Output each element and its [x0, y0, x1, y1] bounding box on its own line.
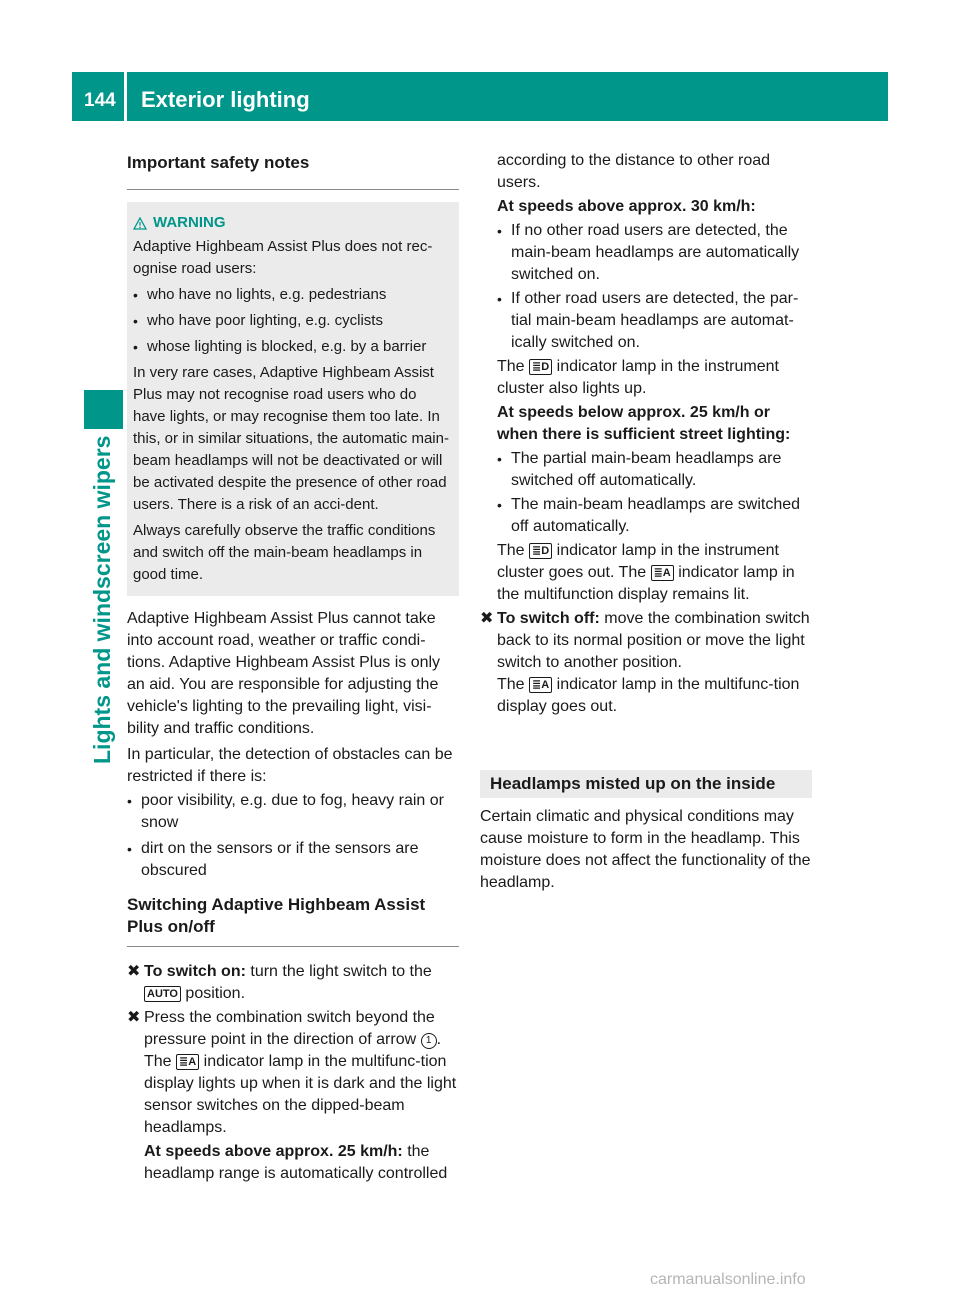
speed-heading: At speeds above approx. 30 km/h:: [497, 198, 756, 215]
step-arrow-icon: ✖: [127, 963, 141, 980]
heading-rule: [127, 946, 459, 947]
step-text: Press the combination switch beyond the pressure point in the direction of arrow: [144, 1009, 435, 1048]
list-item: • poor visibility, e.g. due to fog, heavy rain or snow: [127, 790, 459, 834]
step-label: To switch off:: [497, 610, 600, 627]
instruction-step: [480, 608, 812, 718]
warning-box: [127, 202, 459, 596]
warning-title: [133, 214, 451, 232]
lamp-paragraph: [497, 356, 812, 400]
step-text: The: [144, 1053, 172, 1070]
safety-heading: Important safety notes: [127, 153, 310, 172]
list-item: • If no other road users are detected, the main-beam headlamps are automatically switched on.: [497, 220, 812, 286]
page-title: Exterior lighting: [141, 87, 310, 112]
step-text: position.: [180, 985, 246, 1002]
warning-title-text: WARNING: [153, 214, 226, 231]
list-item: • who have no lights, e.g. pedestrians: [133, 284, 451, 306]
lamp-text: indicator lamp in the instrument cluster also lights up.: [497, 358, 779, 397]
step-text: .: [436, 1031, 442, 1048]
lamp-text: indicator lamp in the multifunction display remains lit.: [497, 564, 795, 603]
highbeam-assist-icon: ≣A: [651, 565, 674, 581]
list-item: • who have poor lighting, e.g. cyclists: [133, 310, 451, 332]
highbeam-assist-icon: ≣A: [529, 677, 552, 693]
list-item: • whose lighting is blocked, e.g. by a barrier: [133, 336, 451, 358]
instruction-step: [127, 1007, 459, 1185]
step-text: move the combination switch back to its normal position or move the light switch to another position.: [497, 610, 810, 671]
watermark: carmanualsonline.info: [650, 1271, 806, 1288]
speed-heading: At speeds below approx. 25 km/h or when there is sufficient street lighting:: [497, 404, 791, 443]
left-column: [127, 150, 459, 1185]
step-text: indicator lamp in the multifunc-tion display goes out.: [497, 676, 800, 715]
switching-heading: Switching Adaptive Highbeam Assist Plus on/off: [127, 895, 426, 936]
list-item: • If other road users are detected, the par-tial main-beam headlamps are automat-ically switched on.: [497, 288, 812, 354]
warning-paragraph: Always carefully observe the traffic conditions and switch off the main-beam headlamps in good time.: [133, 522, 436, 583]
body-paragraph: Certain climatic and physical conditions may cause moisture to form in the headlamp. This moisture does not affect the functionality of the headlamp.: [480, 808, 811, 891]
lamp-paragraph: [497, 540, 812, 606]
speed-label: At speeds above approx. 25 km/h:: [144, 1143, 403, 1160]
step-text: The: [497, 676, 525, 693]
step-subparagraph: [144, 1141, 459, 1185]
auto-light-icon: AUTO: [144, 986, 181, 1002]
continued-step: [480, 150, 812, 606]
instruction-step: [127, 961, 459, 1005]
body-paragraph: Adaptive Highbeam Assist Plus cannot take into account road, weather or traffic condi-tions. Adaptive Highbeam Assist Plus is only an aid. You are responsible for adjusting the vehicle's lighting to the prevailing light, visi-bility and traffic conditions.: [127, 610, 441, 737]
lamp-text: The: [497, 358, 525, 375]
step-text: the headlamp range is automatically controlled: [144, 1143, 448, 1182]
warning-triangle-icon: [133, 217, 147, 230]
list-item: • dirt on the sensors or if the sensors are obscured: [127, 838, 459, 882]
sidebar-chapter-label: Lights and windscreen wipers: [89, 435, 115, 764]
arrow-reference-icon: 1: [421, 1033, 437, 1049]
body-paragraph: In particular, the detection of obstacles can be restricted if there is:: [127, 746, 453, 785]
lamp-text: The: [497, 542, 525, 559]
lamp-text: indicator lamp in the instrument cluster goes out. The: [497, 542, 779, 581]
step-text: indicator lamp in the multifunc-tion display lights up when it is dark and the light sensor switches on the dipped-beam headlamps.: [144, 1053, 457, 1136]
list-item: • The partial main-beam headlamps are switched off automatically.: [497, 448, 812, 492]
warning-list: [133, 284, 451, 358]
highbeam-assist-icon: ≣A: [176, 1054, 199, 1070]
page-number: 144: [84, 90, 116, 111]
step-label: To switch on:: [144, 963, 246, 980]
heading-rule: [127, 189, 459, 190]
step-arrow-icon: ✖: [480, 610, 494, 627]
list-item: • The main-beam headlamps are switched off automatically.: [497, 494, 812, 538]
step-text: turn the light switch to the: [245, 963, 432, 980]
warning-intro: Adaptive Highbeam Assist Plus does not rec-ognise road users:: [133, 238, 433, 277]
misted-heading: Headlamps misted up on the inside: [480, 770, 812, 798]
speed-list: [497, 448, 812, 538]
speed-list: [497, 220, 812, 354]
body-paragraph: according to the distance to other road users.: [497, 152, 771, 191]
step-arrow-icon: ✖: [127, 1009, 141, 1026]
obstacle-list: [127, 790, 459, 882]
warning-paragraph: In very rare cases, Adaptive Highbeam Assist Plus may not recognise road users who do have lights, or may recognise them too late. In this, or in similar situations, the automatic main-beam headlamps will not be deactivated or will be activated despite the presence of other road users. There is a risk of an acci-dent.: [133, 364, 449, 513]
main-beam-icon: ≣D: [529, 543, 552, 559]
right-column: [480, 150, 812, 894]
main-beam-icon: ≣D: [529, 359, 552, 375]
header-separator: [124, 72, 127, 121]
